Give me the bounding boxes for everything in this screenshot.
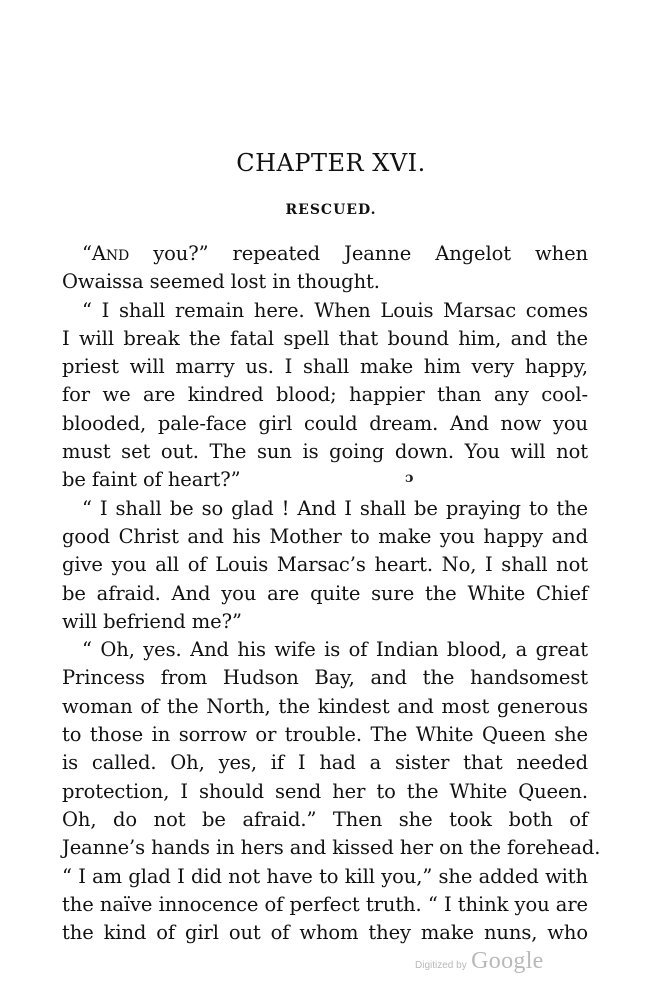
text-line: Princess from Hudson Bay, and the handsomest <box>62 666 588 690</box>
text-line: to those in sorrow or trouble. The White Queen she <box>62 723 588 747</box>
text-line: “ I shall remain here. When Louis Marsac comes <box>82 298 588 322</box>
text-line <box>62 240 588 268</box>
text-line: give you all of Louis Marsac’s heart. No, I shall not <box>62 553 588 577</box>
text-line: will befriend me?” <box>62 609 242 633</box>
text-line: protection, I should send her to the White Queen. <box>62 779 588 803</box>
text-line: be faint of heart?” <box>62 468 241 492</box>
text-line: Jeanne’s hands in hers and kissed her on the forehead. <box>62 836 601 860</box>
line-text: you?” repeated Jeanne Angelot when <box>129 242 588 265</box>
text-line: must set out. The sun is going down. You will not <box>62 440 588 464</box>
stray-print-mark: ɔ <box>405 470 414 486</box>
text-line: “ I am glad I did not have to kill you,” she added with <box>62 864 588 888</box>
small-caps-word: And <box>91 242 130 265</box>
text-line: good Christ and his Mother to make you happy and <box>62 524 588 548</box>
chapter-subtitle: RESCUED. <box>285 202 377 218</box>
text-line: “ Oh, yes. And his wife is of Indian blood, a great <box>82 638 588 662</box>
text-line: the naïve innocence of perfect truth. “ I think you are <box>62 892 588 916</box>
text-line: “ I shall be so glad ! And I shall be praying to the <box>82 496 588 520</box>
text-line: be afraid. And you are quite sure the White Chief <box>62 581 588 605</box>
body-text <box>62 240 601 947</box>
text-line: blooded, pale-face girl could dream. And now you <box>62 411 588 435</box>
text-line: woman of the North, the kindest and most generous <box>62 694 588 718</box>
text-line: the kind of girl out of whom they make nuns, who <box>62 921 588 945</box>
text-line: Owaissa seemed lost in thought. <box>62 270 380 294</box>
opening-quote: “ <box>82 242 92 265</box>
text-line: priest will marry us. I shall make him very happy, <box>62 355 588 379</box>
google-logo: Google <box>471 948 544 974</box>
text-line: I will break the fatal spell that bound him, and the <box>62 326 588 350</box>
digitized-watermark <box>415 948 544 975</box>
text-line: Oh, do not be afraid.” Then she took both of <box>62 807 588 831</box>
text-line: for we are kindred blood; happier than any cool- <box>62 383 588 407</box>
chapter-title: CHAPTER XVI. <box>236 149 426 177</box>
watermark-prefix: Digitized by <box>415 960 467 971</box>
text-line: is called. Oh, yes, if I had a sister that needed <box>62 751 588 775</box>
